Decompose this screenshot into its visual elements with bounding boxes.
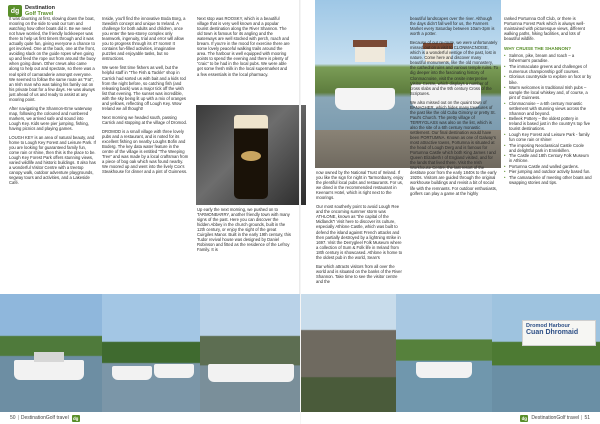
boat (208, 364, 294, 382)
sign-line-2: Cuan Dhromaid (526, 329, 579, 336)
list-item: • The immaculate greens and challenges of numerous championship golf courses. (504, 64, 592, 74)
article-column-4 (316, 170, 404, 284)
dromod-harbour-sign (522, 320, 596, 346)
footer-left (0, 412, 300, 424)
photo-river-cruiser (0, 294, 102, 412)
paragraph: DROMOD is a small village with three lovely pubs and a restaurant, and is noted for its excellent fishing on nearby Loughs Bofin and Boderg. The key data water feature in the centre of the village is entitled “The Weeping Tree” and was made by a local craftsman from a piece of bog oak which was found nearby. We moored up and went into the lively Cox's Steakhouse for dinner and a pint of Guinness. (102, 128, 189, 175)
page-number: 50 (10, 415, 16, 421)
brand-mark-icon: dg (72, 415, 79, 421)
article-column-2 (102, 16, 190, 174)
paragraph: We also missed out on the quaint town of BANAGHER, which hides many treasures of the past like the old Cuba Gimony or pretty St. Paul's Church. The pretty village of TERRYGLASS was also on the list, which is also the site of a 6th century monastic settlement. Our final destination would have been PORTUMNA. Known as one of Galway's most attractive towns, Portumna is situated at the head of Lough Derg and is famous for Portumna Castle which both King James I and Queen Elizabeth I of England visited, and for the lands that lived there. Visit the Irish Workhouse Centre, the last resort of the destitute poor from the early 1840s to the early 1920s. Visitors are guided through the original workhouse buildings and revisit a bit of social life with the remnants. For outdoor enthusiasts, golfers can play a game at the highly (410, 99, 498, 196)
reasons-list (504, 53, 592, 185)
article-column-5 (410, 16, 498, 196)
footer-brand: DestinationGolf travel (531, 415, 580, 421)
sign-line-1: Dromod Harbour (526, 323, 570, 329)
boat (112, 366, 152, 380)
list-item: • Warm welcomes in traditional Irish pubs – sample the local whiskey and, of course, a pint of Guinness. (504, 85, 592, 100)
paragraph: now owned by the National Trust of Ireland. If you like the sign for night in Tarmonbarry, enjoy the plentiful local pubs and restaurants. For us, we dined in the recommended restaurant in Keenan's Hotel, which is right next to the moorings. (316, 170, 404, 201)
paragraph: Because of our re-route, we were unfortunately missed out on a visit to CLONMACNOISE, which is a wonderful vestige of the past, lost in nature. Come here and discover many beautiful monuments, like the old monastery, the cathedral ruins and various temple ruins. To dig deeper into the fascinating history of Clonmacnoise, visit the onsite interpretive Visitor Centre, which displays a number of cross slabs and the 9th century Cross of the Scriptures. (410, 40, 498, 96)
footer-brand: DestinationGolf travel (20, 415, 69, 421)
list-item: • The imposing Neoclassical Castle Coole and delightful park in Enniskillen. (504, 143, 592, 153)
photo-lake (396, 294, 492, 412)
paragraph: Our most southerly point to avoid Lough Ree and the oncoming summer storm was ATHLONE, known as “the capital of the Midlands”! Visit here to discover its culture, especially Athlone Castle, which was built to defend the island against French attacks and then partially destroyed by a lightning strike in 1697. Visit the Derrygleel Folk Museum where a collection of Sum & Folk life in Ireland from 18th century is showcased. Athlone is home to the oldest pub in the world, Sean's (316, 204, 403, 260)
logo-line-1: Destination (25, 5, 55, 11)
paragraph: Next morning we headed south, passing Carrick and stopping at the village of Dromod. (102, 114, 187, 125)
moored-boat (335, 88, 395, 110)
boat (14, 360, 84, 380)
paragraph: After navigating the Shannon-Erne waterway map, following the coloured and numbered markers, we arrived safe and sound into Lough Key. Kids were pier jumping, fishing, having picnics and playing games. (9, 105, 93, 131)
harp-label (241, 151, 261, 161)
photo-marina (102, 294, 200, 412)
photo-boats-moored (200, 294, 300, 412)
paragraph: Bar which attracts visitors from all over the world and is situated on the banks of the River Shannon. Take time to see the visitor centre and the (316, 263, 402, 284)
article-column-3-lower (197, 207, 292, 252)
photo-harbour-sign (492, 294, 600, 412)
list-item: • Portumna Castle and walled gardens. (504, 164, 592, 169)
list-item: • Glorious countryside to explore on foot or by bike. (504, 74, 592, 84)
paragraph: It was daunting at first, slowing down the boat, mooring on the side to wait our turn and watching how other boats did it. Be we need not have worried, the friendly lockkeeper was there to help us first timers through and it was actually quite fun, giving everyone a chance to get involved. One at the back, one at the front, avoiding slack on the guide ropes when going up and feed the rope out from around the buoy when going down. Other crews also came along to help out and spectate, so there was a real spirit of camaraderie amongst everyone. We seemed to follow the same route as “Fat”, an Irish man who was taking his family out on his private boat for a few days. He was always just ahead of us and ready to assist at any mooring point. (9, 16, 96, 102)
boat (416, 362, 472, 378)
paragraph: Inside, you'll find the innovative Boda Borg, a Swedish concept and unique to Ireland. A challenge for both adults and children, once you enter the two-storey complex only teamwork, ingenuity, trial and error will allow you to progress through its 47 rooms! It contains fun-filled activities, imaginative puzzles and enjoyable tasks, but no instructions. (102, 16, 186, 62)
list-item: • The Castle and 18th Century Folk Museum in Athlone. (504, 153, 592, 163)
logo-line-2: Golf Travel (25, 11, 54, 17)
boat-cabin (34, 352, 64, 362)
roof (353, 40, 387, 47)
logo-mark: dg (8, 5, 22, 17)
article-column-1 (9, 16, 96, 186)
article-column-6 (504, 16, 592, 185)
paragraph: LOUGH KEY is an area of natural beauty, and home to Lough Key Forest and Leisure Park. If you are looking for guaranteed family fun, come rain or shine, then this is the place to be. Lough Key Forest Park offers stunning views, varied wildlife and historic buildings. It also has a wonderful Visitor Centre with a treetop canopy walk, outdoor adventure playgrounds, segway tours and activities, and a Lakeside Café. (9, 135, 96, 186)
guinness-pint-photo (196, 105, 306, 205)
footer-separator: | (17, 415, 19, 421)
list-item: • Lough Key Forest and Leisure Park - family fun come rain or shine! (504, 132, 592, 142)
list-item: • Pier jumping and outdoor activity based fun. (504, 169, 592, 174)
brand-mark-icon: dg (521, 415, 528, 421)
footer-right (300, 412, 600, 424)
list-item: • Clonmacnoise – a 6th century monastic settlement with stunning views across the Shannon and beyond. (504, 101, 592, 116)
footer-separator: | (581, 415, 583, 421)
photo-stone-building (301, 294, 396, 412)
house (355, 46, 385, 62)
list-item: • Belleek Pottery – the oldest pottery in Ireland is based just in the country's top five tourist destinations. (504, 116, 592, 131)
paragraph: beautiful landscapes over the river. Although the days didn't fall well for us, the Farmers Market every Saturday between 10am-3pm is worth a potter. (410, 16, 495, 37)
paragraph: ranked Portumna Golf Club, or there is Portumna Forest Park which is always well-maintained with picturesque views, different walking paths, hiking facilities, and lots of beautiful wildlife. (504, 16, 585, 42)
article-column-3 (197, 16, 290, 77)
boat (154, 364, 194, 378)
page-number: 51 (584, 415, 590, 421)
paragraph: Next stop was ROOSKY, which is a beautiful village that is very well known and a popular tourist destination along the River Shannon. The old town is famous for its angling and the waterways are well stocked with perch, roach and bream. If you're in the mood for exercise there are some lovely peaceful walking trails around the area. The harbour is well equipped with mooring points to spend the evening and there is plenty of “craic” to be had in the local pubs. We were able get some fresh milk in the local supermarket and a few essentials in the local pharmacy. (197, 16, 290, 77)
paragraph: Up early the next morning, we pushed on to TARMONBARRY, another friendly town with many signs of the past. Here you can discover the hidden Abbey in the church grounds, built in the 12th century, or enjoy the sight of the great Cuirgiles Manor. Built in the early 19th century, this Tudor revival house was designed by Daniel Robinson and fitted as the residence of the Lefroy Family. It is (197, 207, 291, 253)
list-item: • Salmon, pike, bream and roach – a fisherman's paradise. (504, 53, 592, 63)
sidebar-heading: WHY CRUISE THE SHANNON? (504, 46, 572, 52)
paragraph: We were first time fishers as well, but the helpful staff in “The Fish & Tackle” shop in Carrick had sorted us with bait and a kids rod from the night before, so catching fish (and releasing back) was a major tick off the wish list that evening. The sunset was incredible, with the sky being lit up with a mix of oranges and yellows, reflecting off Lough Key. Wow Ireland we all thought! (102, 65, 187, 111)
list-item: • The camaraderie of meeting other boats and swapping stories and tips. (504, 175, 592, 185)
